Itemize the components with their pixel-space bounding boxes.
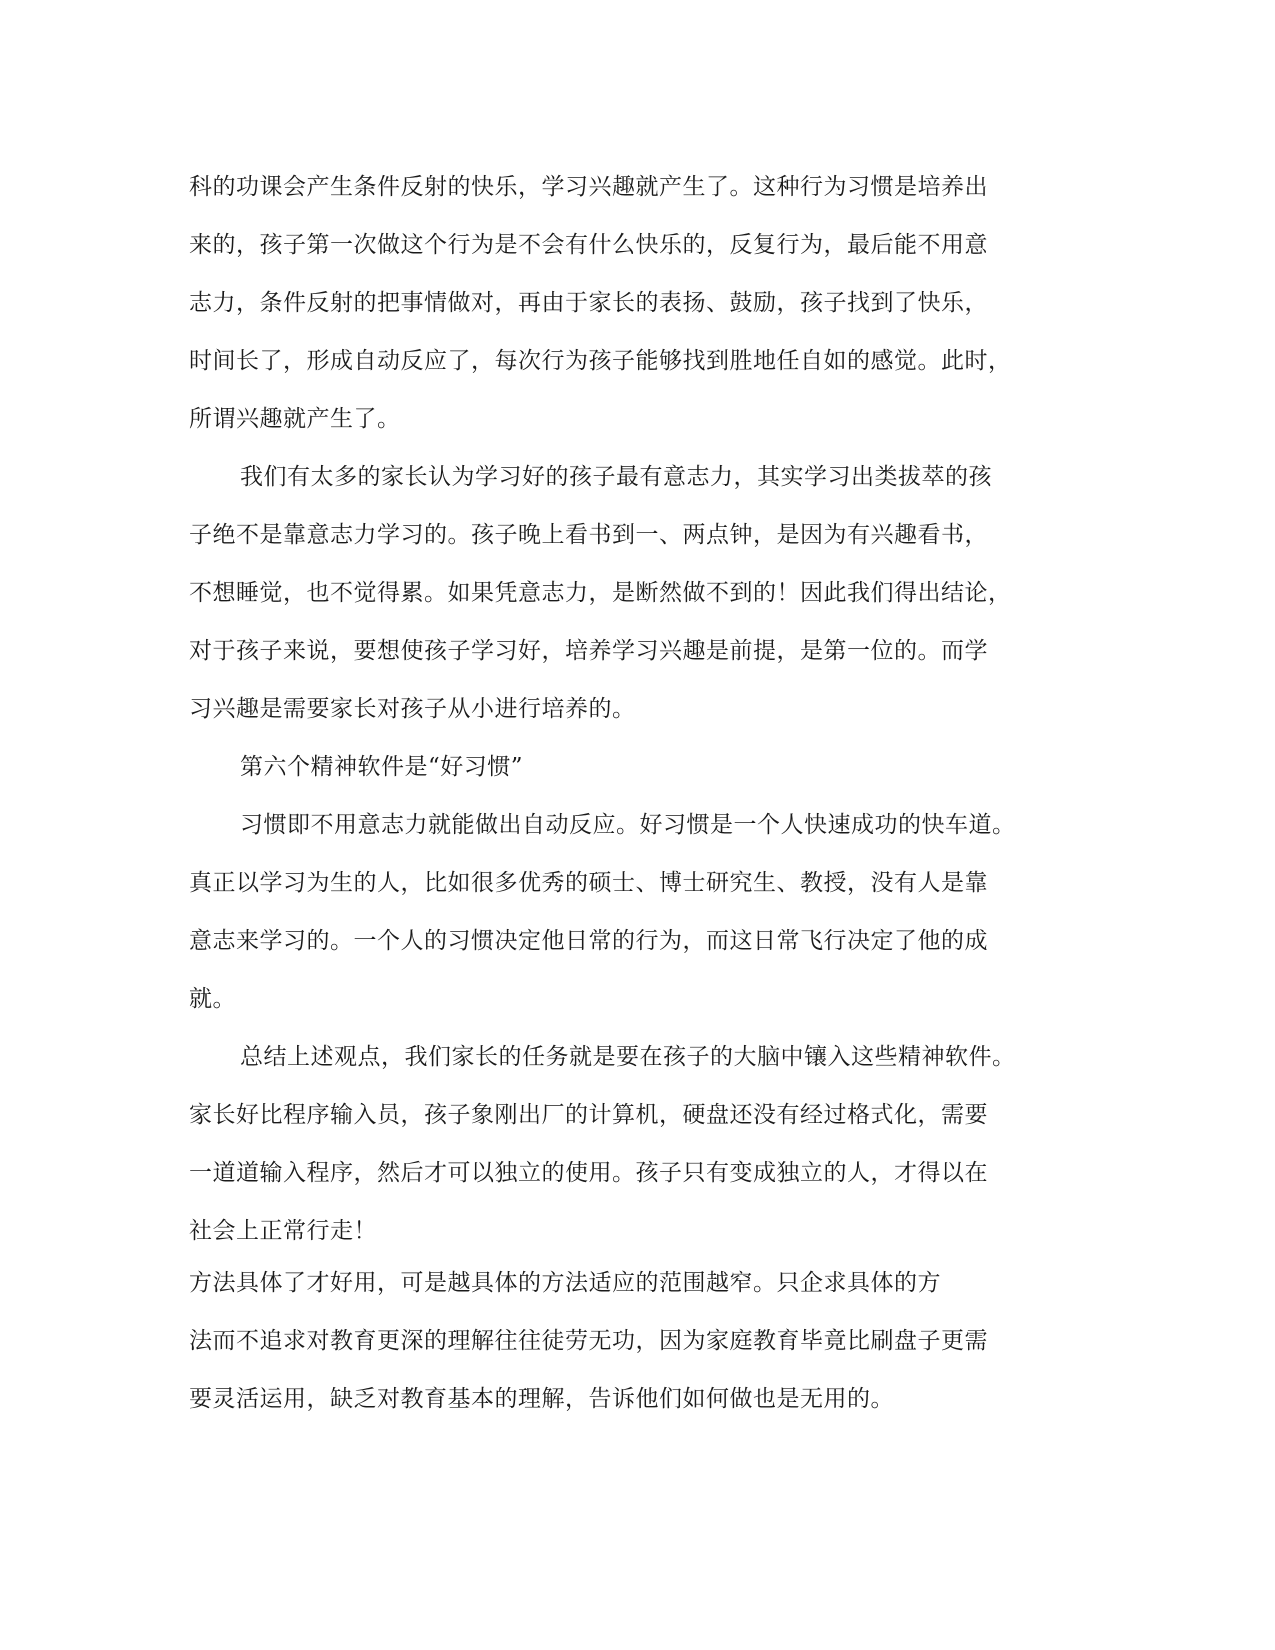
text-line-2: 来的，孩子第一次做这个行为是不会有什么快乐的，反复行为，最后能不用意 <box>189 232 988 258</box>
text-line-10: 习兴趣是需要家长对孩子从小进行培养的。 <box>189 696 636 722</box>
text-line-16: 总结上述观点，我们家长的任务就是要在孩子的大脑中镶入这些精神软件。 <box>240 1044 1016 1070</box>
text-line-3: 志力，条件反射的把事情做对，再由于家长的表扬、鼓励，孩子找到了快乐， <box>189 290 988 316</box>
text-line-12: 习惯即不用意志力就能做出自动反应。好习惯是一个人快速成功的快车道。 <box>240 812 1016 838</box>
section-heading: 第六个精神软件是“好习惯” <box>240 754 524 780</box>
text-line-7: 子绝不是靠意志力学习的。孩子晚上看书到一、两点钟，是因为有兴趣看书， <box>189 522 988 548</box>
text-line-13: 真正以学习为生的人，比如很多优秀的硕士、博士研究生、教授，没有人是靠 <box>189 870 988 896</box>
text-line-8: 不想睡觉，也不觉得累。如果凭意志力，是断然做不到的！因此我们得出结论， <box>189 580 1012 606</box>
text-line-14: 意志来学习的。一个人的习惯决定他日常的行为，而这日常飞行决定了他的成 <box>189 928 988 954</box>
text-line-18: 一道道输入程序，然后才可以独立的使用。孩子只有变成独立的人，才得以在 <box>189 1160 988 1186</box>
text-line-4: 时间长了，形成自动反应了，每次行为孩子能够找到胜地任自如的感觉。此时， <box>189 348 1012 374</box>
text-line-6: 我们有太多的家长认为学习好的孩子最有意志力，其实学习出类拔萃的孩 <box>240 464 992 490</box>
text-line-5: 所谓兴趣就产生了。 <box>189 406 401 432</box>
text-line-1: 科的功课会产生条件反射的快乐，学习兴趣就产生了。这种行为习惯是培养出 <box>189 174 988 200</box>
text-line-21: 法而不追求对教育更深的理解往往徒劳无功，因为家庭教育毕竟比刷盘子更需 <box>189 1328 988 1354</box>
text-line-19: 社会上正常行走！ <box>189 1218 377 1244</box>
text-line-22: 要灵活运用，缺乏对教育基本的理解，告诉他们如何做也是无用的。 <box>189 1386 894 1412</box>
text-line-15: 就。 <box>189 986 236 1012</box>
text-line-9: 对于孩子来说，要想使孩子学习好，培养学习兴趣是前提，是第一位的。而学 <box>189 638 988 664</box>
text-line-17: 家长好比程序输入员，孩子象刚出厂的计算机，硬盘还没有经过格式化，需要 <box>189 1102 988 1128</box>
text-line-20: 方法具体了才好用，可是越具体的方法适应的范围越窄。只企求具体的方 <box>189 1270 941 1296</box>
